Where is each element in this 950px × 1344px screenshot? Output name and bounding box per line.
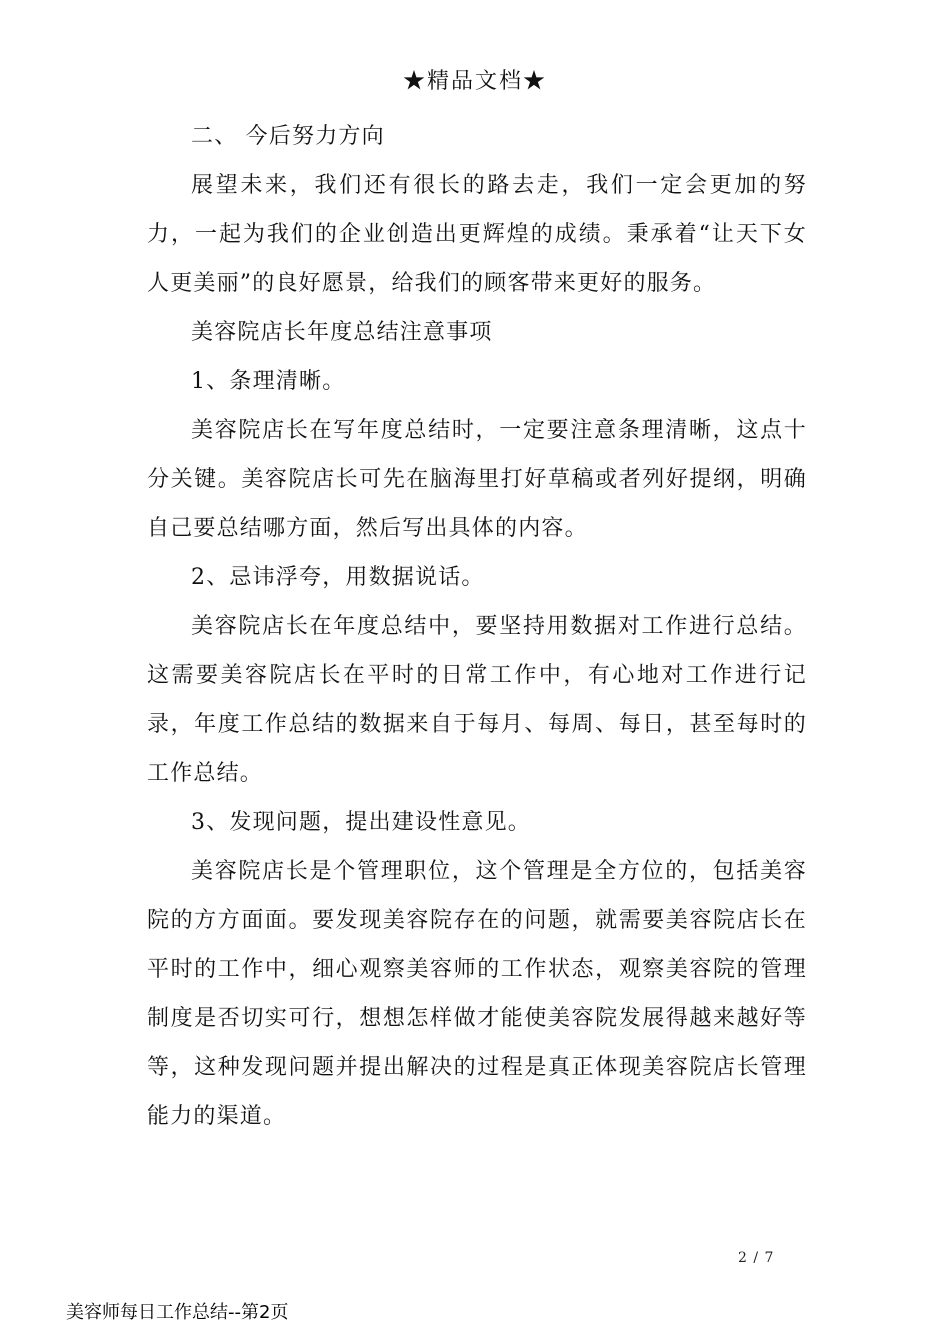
page-number: 2 / 7 <box>738 1250 775 1266</box>
paragraph: 展望未来，我们还有很长的路去走，我们一定会更加的努力，一起为我们的企业创造出更辉煌的成绩。秉承着“让天下女人更美丽”的良好愿景，给我们的顾客带来更好的服务。 <box>147 173 807 296</box>
paragraph: 美容院店长是个管理职位，这个管理是全方位的，包括美容院的方方面面。要发现美容院存在的问题，就需要美容院店长在平时的工作中，细心观察美容师的工作状态，观察美容院的管理制度是否切实可行，想想怎样做才能使美容院发展得越来越好等等，这种发现问题并提出解决的过程是真正体现美容院店长管理能力的渠道。 <box>147 859 807 1129</box>
section-heading: 美容院店长年度总结注意事项 <box>191 320 493 345</box>
list-item-heading: 1、条理清晰。 <box>191 369 346 394</box>
paragraph: 美容院店长在写年度总结时，一定要注意条理清晰，这点十分关键。美容院店长可先在脑海里打好草稿或者列好提纲，明确自己要总结哪方面，然后写出具体的内容。 <box>147 418 807 541</box>
paragraph: 美容院店长在年度总结中，要坚持用数据对工作进行总结。这需要美容院店长在平时的日常工作中，有心地对工作进行记录，年度工作总结的数据来自于每月、每周、每日，甚至每时的工作总结。 <box>147 614 807 786</box>
page-header-title: ★精品文档★ <box>402 69 547 94</box>
footer-document-title: 美容师每日工作总结--第2页 <box>66 1302 289 1323</box>
section-heading: 二、 今后努力方向 <box>191 124 385 149</box>
list-item-heading: 2、忌讳浮夸，用数据说话。 <box>191 565 485 590</box>
list-item-heading: 3、发现问题，提出建设性意见。 <box>191 810 531 835</box>
document-body <box>147 112 807 1141</box>
